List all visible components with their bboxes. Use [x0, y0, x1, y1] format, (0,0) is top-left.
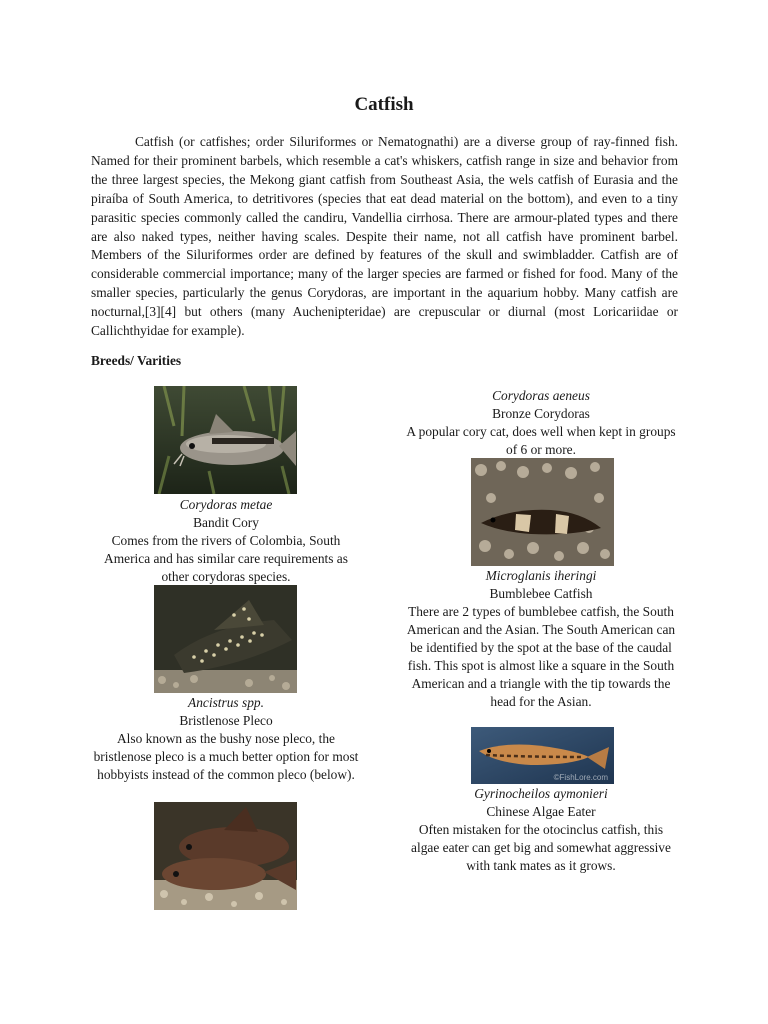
- breed-scientific-name: Corydoras aeneus: [492, 388, 590, 403]
- breeds-heading: Breeds/ Varities: [91, 353, 182, 368]
- breed-common-name: Chinese Algae Eater: [486, 804, 596, 819]
- breed-scientific-name: Ancistrus spp.: [188, 695, 264, 710]
- photo-corydoras-metae: [154, 386, 297, 494]
- breed-caption-ancistrus: [90, 694, 362, 784]
- photo-microglanis: [471, 458, 614, 566]
- breed-scientific-name: Corydoras metae: [179, 497, 273, 512]
- photo-ancistrus: [154, 585, 297, 693]
- breed-scientific-name: Microglanis iheringi: [485, 568, 597, 583]
- photo-corydoras-pair: [154, 802, 297, 910]
- photo-gyrinocheilos-wrap: [471, 727, 614, 784]
- breed-caption-corydoras-aeneus: [405, 387, 677, 459]
- breed-common-name: Bronze Corydoras: [492, 406, 590, 421]
- breed-common-name: Bristlenose Pleco: [179, 713, 273, 728]
- breed-caption-microglanis: [405, 567, 677, 711]
- document-title: Catfish: [354, 94, 414, 115]
- breed-description: Often mistaken for the otocinclus catfish, this algae eater can get big and somewhat aggressive with tank mates as it grows.: [411, 822, 671, 873]
- photo-watermark: ©FishLore.com: [553, 773, 608, 782]
- breed-caption-corydoras-metae: [90, 496, 362, 586]
- breed-description: There are 2 types of bumblebee catfish, the South American and the Asian. The South American can be identified by the spot at the base of the caudal fish. This spot is almost like a square in the South American and a triangle with the tip towards the head for the Asian.: [406, 604, 676, 709]
- breed-description: A popular cory cat, does well when kept in groups of 6 or more.: [406, 424, 676, 457]
- breed-common-name: Bumblebee Catfish: [489, 586, 593, 601]
- breed-scientific-name: Gyrinocheilos aymonieri: [474, 786, 608, 801]
- intro-paragraph: Catfish (or catfishes; order Siluriformes or Nematognathi) are a diverse group of ray-finned fish. Named for their prominent barbels, which resemble a cat's whiskers, catfish range in size and behavior from the three largest species, the Mekong giant catfish from Southeast Asia, the wels catfish of Eurasia and the piraíba of South America, to detritivores (species that eat dead material on the bottom), and even to a tiny parasitic species commonly called the candiru, Vandellia cirrhosa. There are armour-plated types and there are also naked types, neither having scales. Despite their name, not all catfish have prominent barbel. Members of the Siluriformes order are defined by features of the skull and swimbladder. Catfish are of considerable commercial importance; many of the larger species are farmed or fished for food. Many of the smaller species, particularly the genus Corydoras, are important in the aquarium hobby. Many catfish are nocturnal,[3][4] but others (many Auchenipteridae) are crepuscular or diurnal (most Loricariidae or Callichthyidae for example).: [91, 134, 678, 339]
- breed-common-name: Bandit Cory: [193, 515, 259, 530]
- breed-description: Also known as the bushy nose pleco, the bristlenose pleco is a much better option for most hobbyists instead of the common pleco (below).: [93, 731, 359, 782]
- breed-caption-gyrinocheilos: [405, 785, 677, 875]
- breed-description: Comes from the rivers of Colombia, South America and has similar care requirements as other corydoras species.: [104, 533, 348, 584]
